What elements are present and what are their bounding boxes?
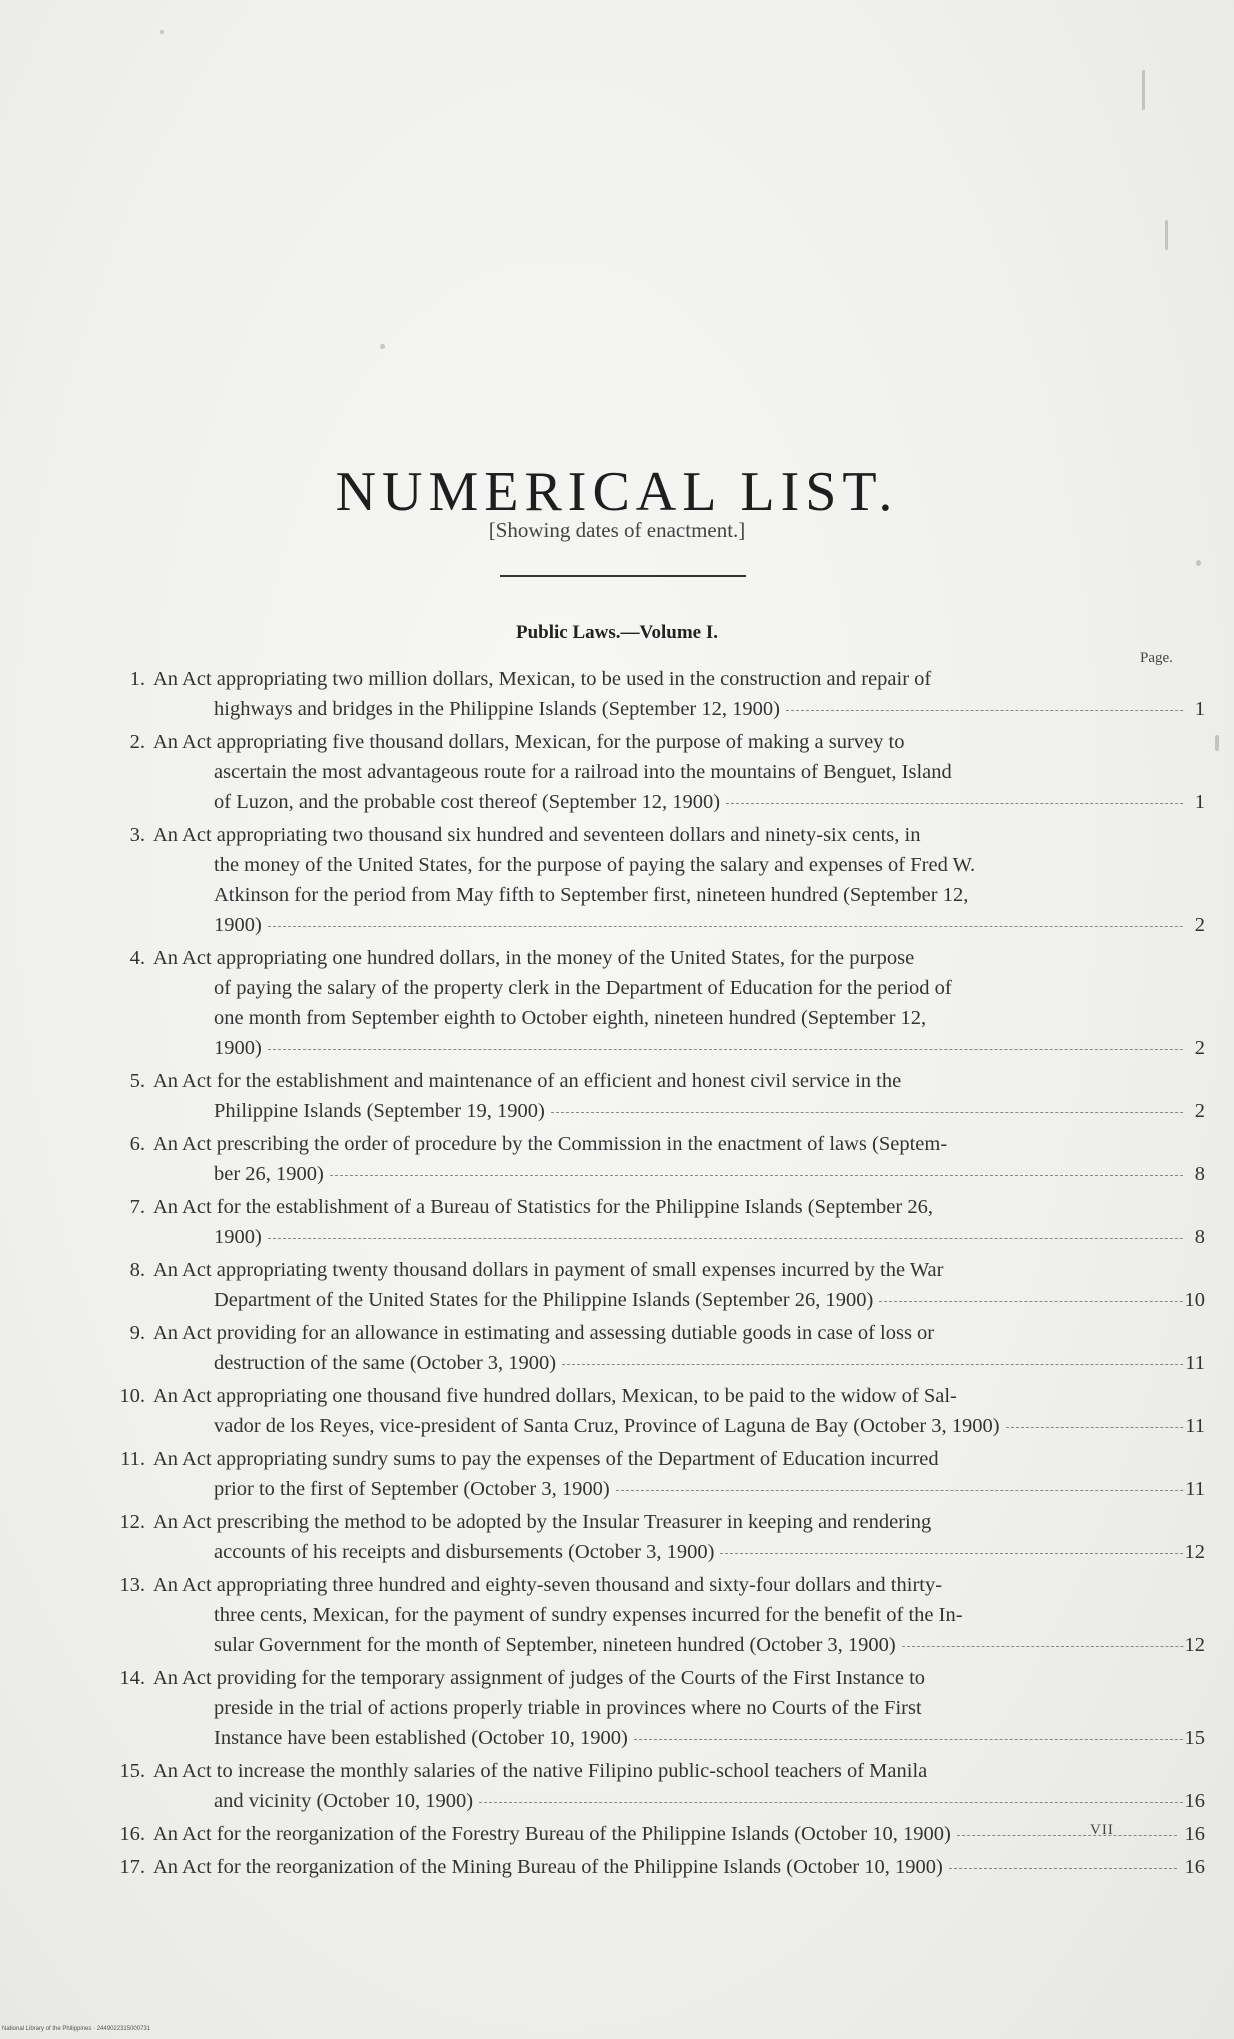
page-number: 8 (1194, 1163, 1205, 1185)
act-description-line: sular Government for the month of September, nineteen hundred (October 3, 1900) (153, 1630, 1185, 1660)
dot-leader (268, 1049, 1185, 1050)
page-number: 12 (1184, 1634, 1205, 1656)
page-number: 15 (1184, 1727, 1205, 1749)
act-description-line: the money of the United States, for the purpose of paying the salary and expenses of Fred W. (214, 854, 976, 876)
list-item (60, 1507, 1205, 1567)
act-description-line: An Act providing for an allowance in estimating and assessing dutiable goods in case of loss or (153, 1322, 935, 1344)
act-description (153, 1570, 1185, 1660)
act-description (153, 1255, 1185, 1315)
act-number: 6. (129, 1133, 145, 1155)
scan-speck (1196, 560, 1201, 566)
list-item (60, 1663, 1205, 1753)
dot-leader (479, 1802, 1185, 1803)
act-description-line: An Act for the establishment and maintenance of an efficient and honest civil service in the (153, 1070, 902, 1092)
list-item (60, 1756, 1205, 1816)
list-item (60, 1381, 1205, 1441)
list-item (60, 1570, 1205, 1660)
act-description-line: of Luzon, and the probable cost thereof (September 12, 1900) (153, 787, 1185, 817)
act-number: 7. (129, 1196, 145, 1218)
act-description (153, 1756, 1185, 1816)
act-description-line: An Act prescribing the method to be adopted by the Insular Treasurer in keeping and rendering (153, 1511, 932, 1533)
act-description-line: An Act appropriating three hundred and eighty-seven thousand and sixty-four dollars and thirty- (153, 1574, 943, 1596)
dot-leader (726, 803, 1185, 804)
page-number: 10 (1184, 1289, 1205, 1311)
page-number: 16 (1184, 1856, 1205, 1878)
act-number: 9. (129, 1322, 145, 1344)
dot-leader (330, 1175, 1185, 1176)
act-description (153, 1663, 1185, 1753)
act-number: 11. (120, 1448, 145, 1470)
list-item (60, 664, 1205, 724)
page-number: 8 (1194, 1226, 1205, 1248)
act-number: 3. (129, 824, 145, 846)
act-description (153, 1381, 1185, 1441)
title-divider (500, 575, 746, 577)
act-description-line: preside in the trial of actions properly triable in provinces where no Courts of the First (214, 1697, 922, 1719)
act-description-line: An Act for the reorganization of the Mining Bureau of the Philippine Islands (October 10, 1900) (153, 1852, 1185, 1882)
act-description-line: An Act appropriating two million dollars, Mexican, to be used in the construction and repair of (153, 668, 932, 690)
act-description-line: one month from September eighth to October eighth, nineteen hundred (September 12, (214, 1007, 927, 1029)
act-description (153, 1819, 1185, 1849)
list-item (60, 1066, 1205, 1126)
page-number: 2 (1194, 1037, 1205, 1059)
list-item (60, 1192, 1205, 1252)
act-number: 2. (129, 731, 145, 753)
act-description-line: An Act appropriating one thousand five hundred dollars, Mexican, to be paid to the widow of Sal- (153, 1385, 957, 1407)
list-item (60, 1129, 1205, 1189)
dot-leader (902, 1646, 1185, 1647)
act-description-line: Department of the United States for the Philippine Islands (September 26, 1900) (153, 1285, 1185, 1315)
list-item (60, 1255, 1205, 1315)
dot-leader (720, 1553, 1185, 1554)
act-number: 1. (129, 668, 145, 690)
act-description-line: destruction of the same (October 3, 1900) (153, 1348, 1185, 1378)
page-number: 12 (1184, 1541, 1205, 1563)
scan-speck (1215, 735, 1219, 751)
act-description-line: of paying the salary of the property clerk in the Department of Education for the period of (214, 977, 952, 999)
act-number: 15. (119, 1760, 145, 1782)
act-description (153, 1066, 1185, 1126)
scan-credit: National Library of the Philippines · 2449022315000731 (2, 2026, 151, 2032)
act-description-line: Instance have been established (October 10, 1900) (153, 1723, 1185, 1753)
page-number: 16 (1184, 1790, 1205, 1812)
act-description (153, 1129, 1185, 1189)
scan-speck (160, 30, 164, 34)
act-description (153, 1318, 1185, 1378)
act-description-line: An Act for the establishment of a Bureau of Statistics for the Philippine Islands (September 26, (153, 1196, 933, 1218)
act-number: 14. (119, 1667, 145, 1689)
page-column-header: Page. (1140, 650, 1173, 666)
dot-leader (879, 1301, 1185, 1302)
page-number: 2 (1194, 1100, 1205, 1122)
act-description-line: An Act to increase the monthly salaries of the native Filipino public-school teachers of Manila (153, 1760, 928, 1782)
page-number: 16 (1184, 1823, 1205, 1845)
act-number: 12. (119, 1511, 145, 1533)
act-description-line: An Act appropriating one hundred dollars, in the money of the United States, for the purpose (153, 947, 915, 969)
page-subtitle: [Showing dates of enactment.] (488, 518, 746, 542)
act-description (153, 1852, 1185, 1882)
act-description-line: ber 26, 1900) (153, 1159, 1185, 1189)
page-number: 2 (1194, 914, 1205, 936)
act-description (153, 664, 1185, 724)
act-number: 5. (129, 1070, 145, 1092)
act-description-line: vador de los Reyes, vice-president of Santa Cruz, Province of Laguna de Bay (October 3, 1900) (153, 1411, 1185, 1441)
dot-leader (551, 1112, 1185, 1113)
act-description (153, 943, 1185, 1063)
page-number: 11 (1185, 1352, 1205, 1374)
list-item (60, 820, 1205, 940)
dot-leader (268, 1238, 1185, 1239)
page-number: 11 (1185, 1415, 1205, 1437)
act-description (153, 1507, 1185, 1567)
act-description-line: and vicinity (October 10, 1900) (153, 1786, 1185, 1816)
dot-leader (268, 926, 1185, 927)
scan-speck (380, 344, 385, 349)
page-title: NUMERICAL LIST. (335, 461, 899, 523)
dot-leader (949, 1868, 1177, 1869)
dot-leader (634, 1739, 1185, 1740)
act-number: 17. (119, 1856, 145, 1878)
list-item (60, 1819, 1205, 1849)
act-description-line: 1900) (153, 910, 1185, 940)
act-number: 4. (129, 947, 145, 969)
act-description-line: Philippine Islands (September 19, 1900) (153, 1096, 1185, 1126)
act-number: 10. (119, 1385, 145, 1407)
act-description-line: 1900) (153, 1033, 1185, 1063)
list-item (60, 1318, 1205, 1378)
scan-speck (1142, 70, 1145, 110)
act-description-line: An Act appropriating sundry sums to pay the expenses of the Department of Education incurred (153, 1448, 939, 1470)
act-description-line: An Act providing for the temporary assignment of judges of the Courts of the First Instance to (153, 1667, 926, 1689)
list-item (60, 727, 1205, 817)
page-number: 1 (1194, 791, 1205, 813)
dot-leader (616, 1490, 1185, 1491)
act-description-line: prior to the first of September (October 3, 1900) (153, 1474, 1185, 1504)
act-description-line: An Act prescribing the order of procedure by the Commission in the enactment of laws (Septem- (153, 1133, 948, 1155)
act-number: 16. (119, 1823, 145, 1845)
act-description-line: accounts of his receipts and disbursements (October 3, 1900) (153, 1537, 1185, 1567)
act-number: 8. (129, 1259, 145, 1281)
act-description (153, 1192, 1185, 1252)
act-description-line: An Act appropriating five thousand dollars, Mexican, for the purpose of making a survey to (153, 731, 905, 753)
act-number: 13. (119, 1574, 145, 1596)
act-description-line: An Act appropriating twenty thousand dollars in payment of small expenses incurred by the War (153, 1259, 944, 1281)
act-description-line: An Act for the reorganization of the Forestry Bureau of the Philippine Islands (October 10, 1900) (153, 1819, 1185, 1849)
dot-leader (957, 1835, 1177, 1836)
page-number: 11 (1185, 1478, 1205, 1500)
list-item (60, 943, 1205, 1063)
list-item (60, 1444, 1205, 1504)
section-title: Public Laws.—Volume I. (516, 622, 718, 643)
page-number: 1 (1194, 698, 1205, 720)
act-description-line: three cents, Mexican, for the payment of sundry expenses incurred for the benefit of the In- (214, 1604, 963, 1626)
act-description-line: 1900) (153, 1222, 1185, 1252)
page-folio: VII (1090, 1822, 1114, 1838)
act-description-line: An Act appropriating two thousand six hundred and seventeen dollars and ninety-six cents, in (153, 824, 921, 846)
act-description-line: Atkinson for the period from May fifth to September first, nineteen hundred (September 12, (214, 884, 969, 906)
act-description-line: ascertain the most advantageous route for a railroad into the mountains of Benguet, Island (214, 761, 952, 783)
act-description (153, 727, 1185, 817)
list-item (60, 1852, 1205, 1882)
act-description (153, 820, 1185, 940)
act-description (153, 1444, 1185, 1504)
dot-leader (786, 710, 1185, 711)
dot-leader (562, 1364, 1185, 1365)
scan-speck (1165, 220, 1168, 250)
act-description-line: highways and bridges in the Philippine Islands (September 12, 1900) (153, 694, 1185, 724)
